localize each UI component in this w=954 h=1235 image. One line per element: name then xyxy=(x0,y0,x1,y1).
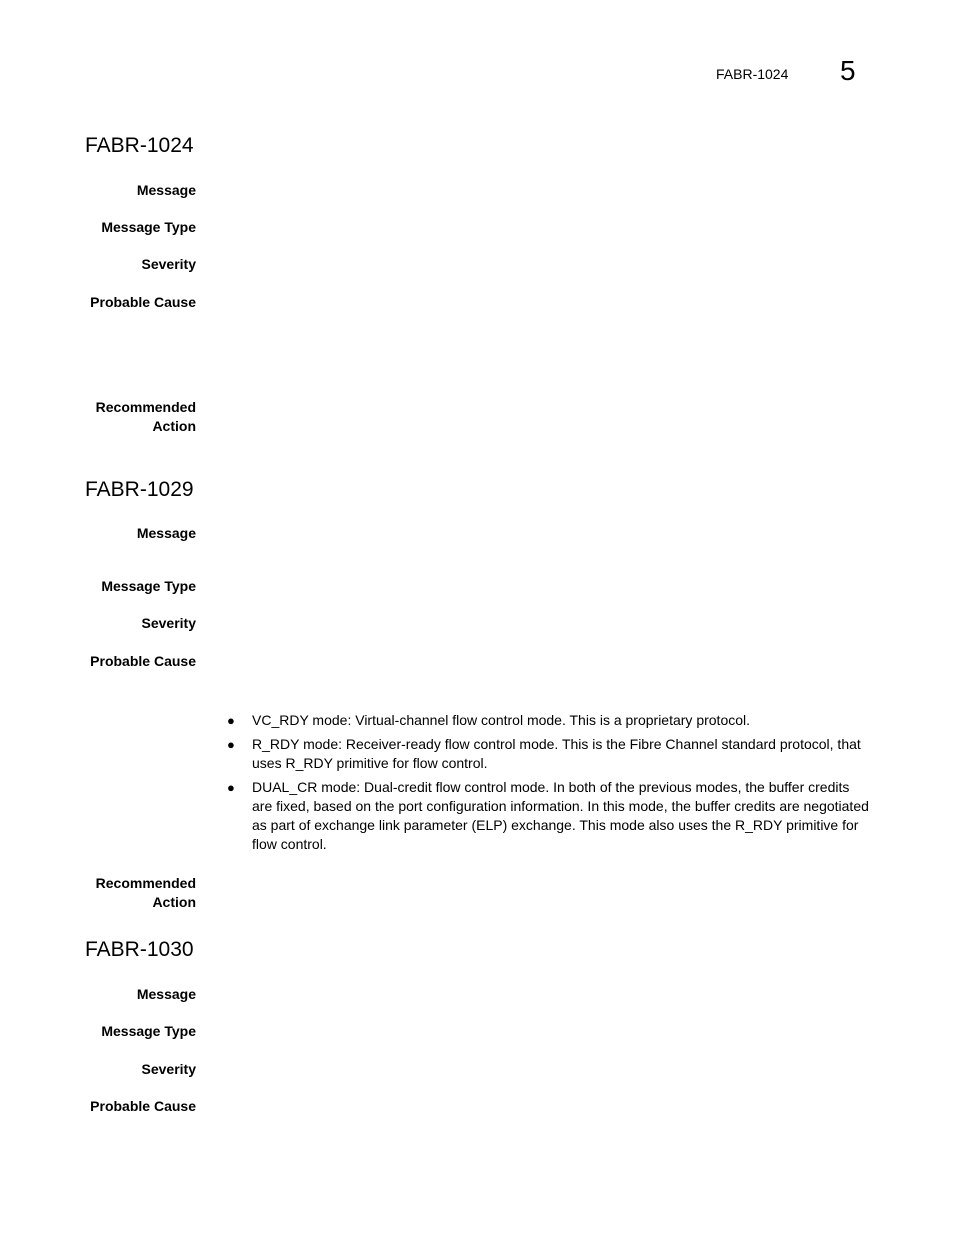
label-severity: Severity xyxy=(141,256,196,272)
label-message-type: Message Type xyxy=(101,578,196,594)
label-message: Message xyxy=(136,182,196,198)
label-message-type: Message Type xyxy=(101,1023,196,1039)
flow-control-mode-list xyxy=(224,711,869,859)
label-recommended-action xyxy=(0,398,196,436)
label-probable-cause: Probable Cause xyxy=(90,653,196,669)
list-item-text: R_RDY mode: Receiver-ready flow control mode. This is the Fibre Channel standard protocol, that uses R_RDY primitive for flow control. xyxy=(252,736,861,771)
section-title-fabr-1030: FABR-1030 xyxy=(85,938,194,961)
bullet-icon: ● xyxy=(227,713,235,728)
list-item-text: VC_RDY mode: Virtual-channel flow control mode. This is a proprietary protocol. xyxy=(252,712,751,728)
label-recommended-action-line2: Action xyxy=(152,418,196,434)
label-severity: Severity xyxy=(141,1061,196,1077)
section-title-fabr-1029: FABR-1029 xyxy=(85,478,194,501)
label-recommended-action-line1: Recommended xyxy=(95,875,196,891)
label-probable-cause: Probable Cause xyxy=(90,1098,196,1114)
label-probable-cause: Probable Cause xyxy=(90,294,196,310)
label-message: Message xyxy=(136,986,196,1002)
list-item-text: DUAL_CR mode: Dual-credit flow control mode. In both of the previous modes, the buffer credits are fixed, based on the port configuration information. In this mode, the buffer credits are negotiated as part of exchange link parameter (ELP) exchange. This mode also uses the R_RDY primitive for flow control. xyxy=(252,779,869,852)
list-item xyxy=(224,711,869,730)
label-recommended-action xyxy=(0,874,196,912)
label-message-type: Message Type xyxy=(101,219,196,235)
list-item xyxy=(224,778,869,854)
bullet-icon: ● xyxy=(227,780,235,795)
label-message: Message xyxy=(136,525,196,541)
label-recommended-action-line1: Recommended xyxy=(95,399,196,415)
running-header-title: FABR-1024 xyxy=(716,66,789,82)
section-title-fabr-1024: FABR-1024 xyxy=(85,134,194,157)
list-item xyxy=(224,735,869,773)
label-recommended-action-line2: Action xyxy=(152,894,196,910)
bullet-icon: ● xyxy=(227,737,235,752)
label-severity: Severity xyxy=(141,615,196,631)
chapter-number: 5 xyxy=(840,55,856,86)
